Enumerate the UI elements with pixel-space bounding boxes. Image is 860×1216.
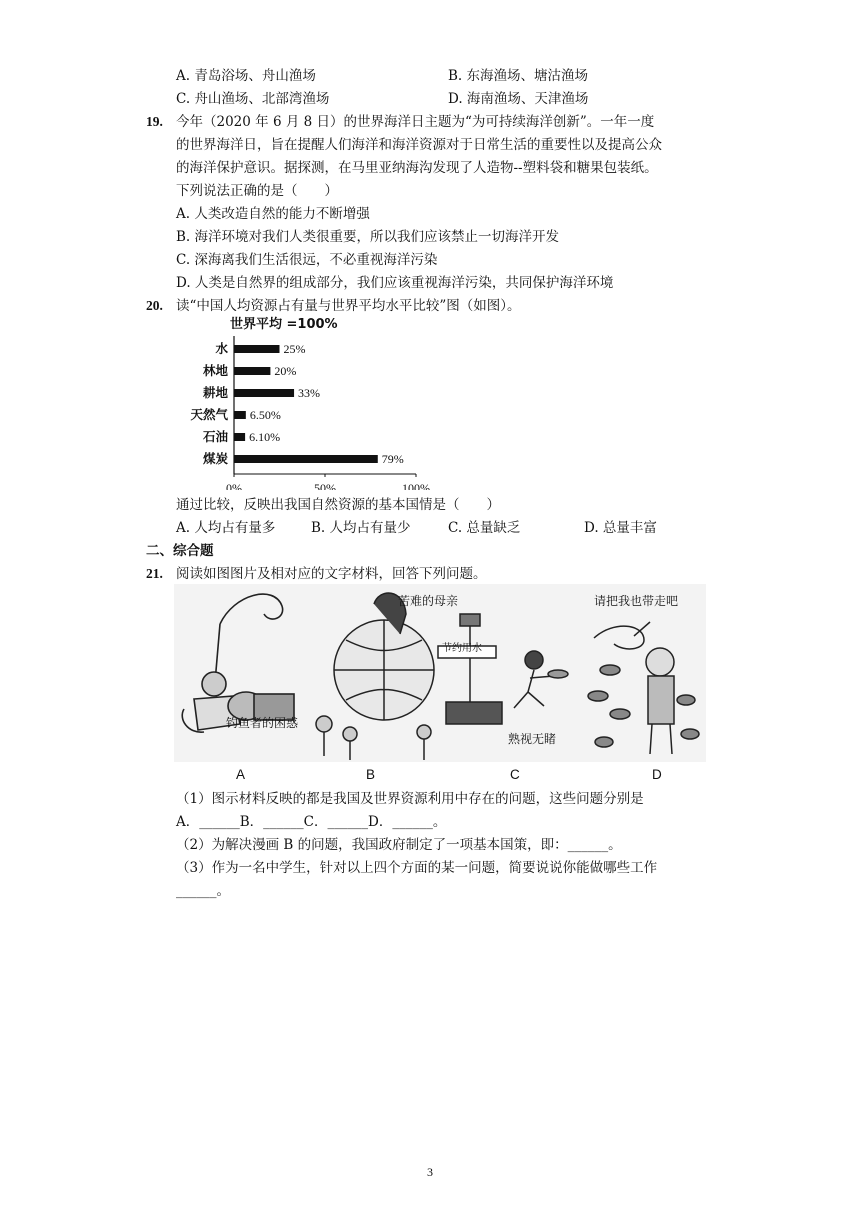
chart-bar xyxy=(234,433,245,441)
q20-followup: 通过比较，反映出我国自然资源的基本国情是（ ） xyxy=(176,497,500,513)
q21-sub3-line2: ______。 xyxy=(176,883,230,899)
chart-category-label: 煤炭 xyxy=(202,451,228,466)
q19-option-a: A. 人类改造自然的能力不断增强 xyxy=(176,206,370,222)
q20-option-d: D. 总量丰富 xyxy=(584,520,657,536)
caption-b: 苦难的母亲 xyxy=(398,594,459,608)
cartoon-strip xyxy=(174,584,706,784)
chart-category-label: 石油 xyxy=(202,429,228,444)
chart-bar xyxy=(234,411,246,419)
chart-category-label: 耕地 xyxy=(202,385,228,400)
chart-category-label: 林地 xyxy=(202,363,228,378)
chart-category-label: 水 xyxy=(215,341,228,356)
q18-option-c: C. 舟山渔场、北部湾渔场 xyxy=(176,91,330,107)
chart-x-tick-label: 100% xyxy=(402,481,430,490)
q18-option-b: B. 东海渔场、塘沽渔场 xyxy=(448,68,589,84)
q19-option-c: C. 深海离我们生活很远，不必重视海洋污染 xyxy=(176,252,438,268)
caption-c-sign: 节约用水 xyxy=(442,643,482,654)
q20-option-b: B. 人均占有量少 xyxy=(311,520,411,536)
chart-x-tick-label: 0% xyxy=(226,481,242,490)
chart-bar xyxy=(234,389,294,397)
chart-value-label: 20% xyxy=(274,364,297,378)
chart-svg xyxy=(176,314,436,490)
chart-x-tick-label: 50% xyxy=(314,481,336,490)
q19-stem-line4: 下列说法正确的是（ ） xyxy=(176,183,338,199)
q20-option-c: C. 总量缺乏 xyxy=(448,520,521,536)
q21-sub2: （2）为解决漫画 B 的问题，我国政府制定了一项基本国策，即：______。 xyxy=(176,837,622,853)
q20-number: 20. xyxy=(146,298,163,313)
caption-c: 熟视无睹 xyxy=(508,732,557,746)
q21-sub1-line2: A．______B．______C．______D．______。 xyxy=(176,814,447,830)
panel-letter-b: B xyxy=(366,767,376,782)
caption-d: 请把我也带走吧 xyxy=(594,594,679,608)
chart-value-label: 25% xyxy=(283,342,306,356)
chart-value-label: 33% xyxy=(298,386,321,400)
chart-category-label: 天然气 xyxy=(190,407,228,422)
chart-value-label: 6.50% xyxy=(249,408,281,422)
chart-value-label: 79% xyxy=(381,452,404,466)
q21-stem: 阅读如图图片及相对应的文字材料，回答下列问题。 xyxy=(176,566,487,582)
resource-comparison-chart xyxy=(176,314,436,490)
q20-option-a: A. 人均占有量多 xyxy=(176,520,276,536)
q19-stem-line1: 今年（2020 年 6 月 8 日）的世界海洋日主题为“为可持续海洋创新”。一年一度 xyxy=(176,114,655,130)
q21-number: 21. xyxy=(146,566,163,581)
chart-bar xyxy=(234,345,280,353)
chart-bar xyxy=(234,367,270,375)
chart-title: 世界平均 =100% xyxy=(230,317,338,332)
q20-stem: 读“中国人均资源占有量与世界平均水平比较”图（如图）。 xyxy=(176,298,521,314)
q19-option-d: D. 人类是自然界的组成部分，我们应该重视海洋污染，共同保护海洋环境 xyxy=(176,275,614,291)
q19-number: 19. xyxy=(146,114,163,129)
q19-stem-line3: 的海洋保护意识。据探测，在马里亚纳海沟发现了人造物--塑料袋和糖果包装纸。 xyxy=(176,160,658,176)
chart-bar xyxy=(234,455,378,463)
chart-value-label: 6.10% xyxy=(249,430,281,444)
q19-stem-line2: 的世界海洋日，旨在提醒人们海洋和海洋资源对于日常生活的重要性以及提高公众 xyxy=(176,137,662,153)
panel-letter-d: D xyxy=(652,767,662,782)
q21-sub1-line1: （1）图示材料反映的都是我国及世界资源利用中存在的问题，这些问题分别是 xyxy=(176,791,644,807)
cartoon-illustrations xyxy=(174,584,706,784)
section-title: 二、综合题 xyxy=(146,543,214,559)
panel-letter-a: A xyxy=(236,767,246,782)
q18-option-d: D. 海南渔场、天津渔场 xyxy=(448,91,589,107)
panel-letter-c: C xyxy=(510,767,520,782)
q21-sub3-line1: （3）作为一名中学生，针对以上四个方面的某一问题，简要说说你能做哪些工作 xyxy=(176,860,658,876)
q19-option-b: B. 海洋环境对我们人类很重要，所以我们应该禁止一切海洋开发 xyxy=(176,229,560,245)
caption-a: 钓鱼者的困惑 xyxy=(226,716,299,730)
page-number: 3 xyxy=(427,1165,433,1179)
q18-option-a: A. 青岛浴场、舟山渔场 xyxy=(176,68,316,84)
